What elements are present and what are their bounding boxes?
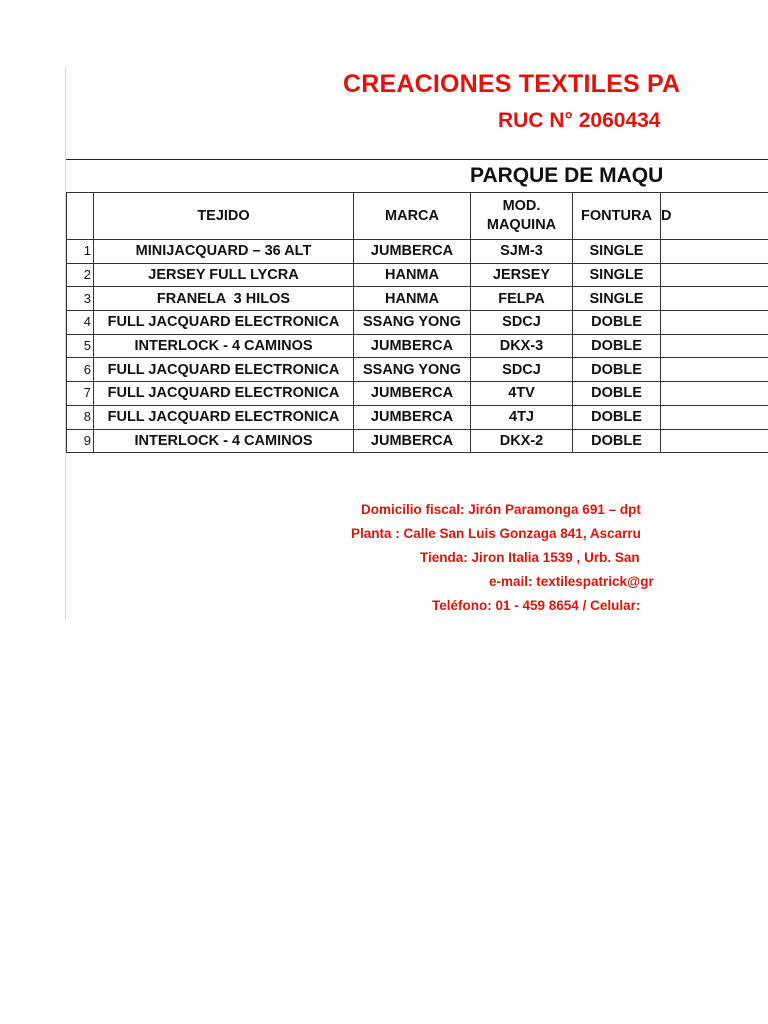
col-header-modelo: MOD. MAQUINA: [471, 193, 573, 240]
cell-marca: HANMA: [354, 263, 471, 287]
cell-tejido: FRANELA 3 HILOS: [94, 287, 354, 311]
cell-extra: [661, 263, 768, 287]
col-header-fontura: FONTURA: [573, 193, 661, 240]
footer-planta: Planta : Calle San Luis Gonzaga 841, Ascarru: [351, 526, 641, 541]
cell-fontura: DOBLE: [573, 405, 661, 429]
cell-marca: JUMBERCA: [354, 334, 471, 358]
cell-tejido: INTERLOCK - 4 CAMINOS: [94, 334, 354, 358]
table-row: [67, 311, 768, 335]
machine-table: [66, 192, 768, 453]
row-number: 4: [67, 311, 94, 335]
cell-marca: JUMBERCA: [354, 240, 471, 264]
cell-fontura: DOBLE: [573, 311, 661, 335]
footer-tienda: Tienda: Jiron Italia 1539 , Urb. San: [420, 550, 640, 565]
table-row: [67, 429, 768, 453]
cell-marca: SSANG YONG: [354, 311, 471, 335]
table-header-row: [67, 193, 768, 240]
cell-tejido: FULL JACQUARD ELECTRONICA: [94, 358, 354, 382]
cell-extra: [661, 429, 768, 453]
cell-extra: [661, 287, 768, 311]
footer-domicilio: Domicilio fiscal: Jirón Paramonga 691 – dpt: [361, 502, 641, 517]
header-divider: [66, 159, 768, 160]
cell-modelo: SDCJ: [471, 311, 573, 335]
cell-tejido: INTERLOCK - 4 CAMINOS: [94, 429, 354, 453]
table-row: [67, 382, 768, 406]
cell-tejido: FULL JACQUARD ELECTRONICA: [94, 311, 354, 335]
row-number: 8: [67, 405, 94, 429]
cell-fontura: SINGLE: [573, 240, 661, 264]
cell-marca: JUMBERCA: [354, 429, 471, 453]
footer-email: e-mail: textilespatrick@gr: [489, 574, 654, 589]
cell-extra: [661, 405, 768, 429]
cell-fontura: DOBLE: [573, 334, 661, 358]
cell-fontura: SINGLE: [573, 263, 661, 287]
cell-modelo: JERSEY: [471, 263, 573, 287]
cell-extra: [661, 311, 768, 335]
cell-tejido: FULL JACQUARD ELECTRONICA: [94, 382, 354, 406]
cell-modelo: DKX-2: [471, 429, 573, 453]
cell-modelo: 4TJ: [471, 405, 573, 429]
company-name: CREACIONES TEXTILES PA: [343, 70, 681, 98]
table-row: [67, 287, 768, 311]
row-number: 5: [67, 334, 94, 358]
row-number: 9: [67, 429, 94, 453]
table-row: [67, 240, 768, 264]
col-header-extra: D: [661, 193, 768, 240]
cell-marca: JUMBERCA: [354, 382, 471, 406]
col-header-tejido: TEJIDO: [94, 193, 354, 240]
cell-marca: SSANG YONG: [354, 358, 471, 382]
cell-fontura: DOBLE: [573, 382, 661, 406]
col-header-marca: MARCA: [354, 193, 471, 240]
cell-extra: [661, 240, 768, 264]
cell-modelo: DKX-3: [471, 334, 573, 358]
row-number: 3: [67, 287, 94, 311]
cell-tejido: FULL JACQUARD ELECTRONICA: [94, 405, 354, 429]
cell-extra: [661, 358, 768, 382]
cell-fontura: DOBLE: [573, 429, 661, 453]
row-number: 7: [67, 382, 94, 406]
table-row: [67, 358, 768, 382]
spreadsheet-page: [65, 66, 768, 620]
table-row: [67, 334, 768, 358]
cell-modelo: FELPA: [471, 287, 573, 311]
table-row: [67, 405, 768, 429]
cell-modelo: SDCJ: [471, 358, 573, 382]
ruc-number: RUC N° 2060434: [498, 109, 661, 132]
cell-marca: JUMBERCA: [354, 405, 471, 429]
cell-fontura: DOBLE: [573, 358, 661, 382]
cell-extra: [661, 334, 768, 358]
row-number: 2: [67, 263, 94, 287]
cell-tejido: MINIJACQUARD – 36 ALT: [94, 240, 354, 264]
row-number: 6: [67, 358, 94, 382]
cell-modelo: SJM-3: [471, 240, 573, 264]
cell-extra: [661, 382, 768, 406]
col-header-number: [67, 193, 94, 240]
row-number: 1: [67, 240, 94, 264]
cell-tejido: JERSEY FULL LYCRA: [94, 263, 354, 287]
table-row: [67, 263, 768, 287]
cell-modelo: 4TV: [471, 382, 573, 406]
footer-telefono: Teléfono: 01 - 459 8654 / Celular:: [432, 598, 641, 613]
page-subtitle: PARQUE DE MAQU: [470, 164, 664, 187]
cell-marca: HANMA: [354, 287, 471, 311]
cell-fontura: SINGLE: [573, 287, 661, 311]
